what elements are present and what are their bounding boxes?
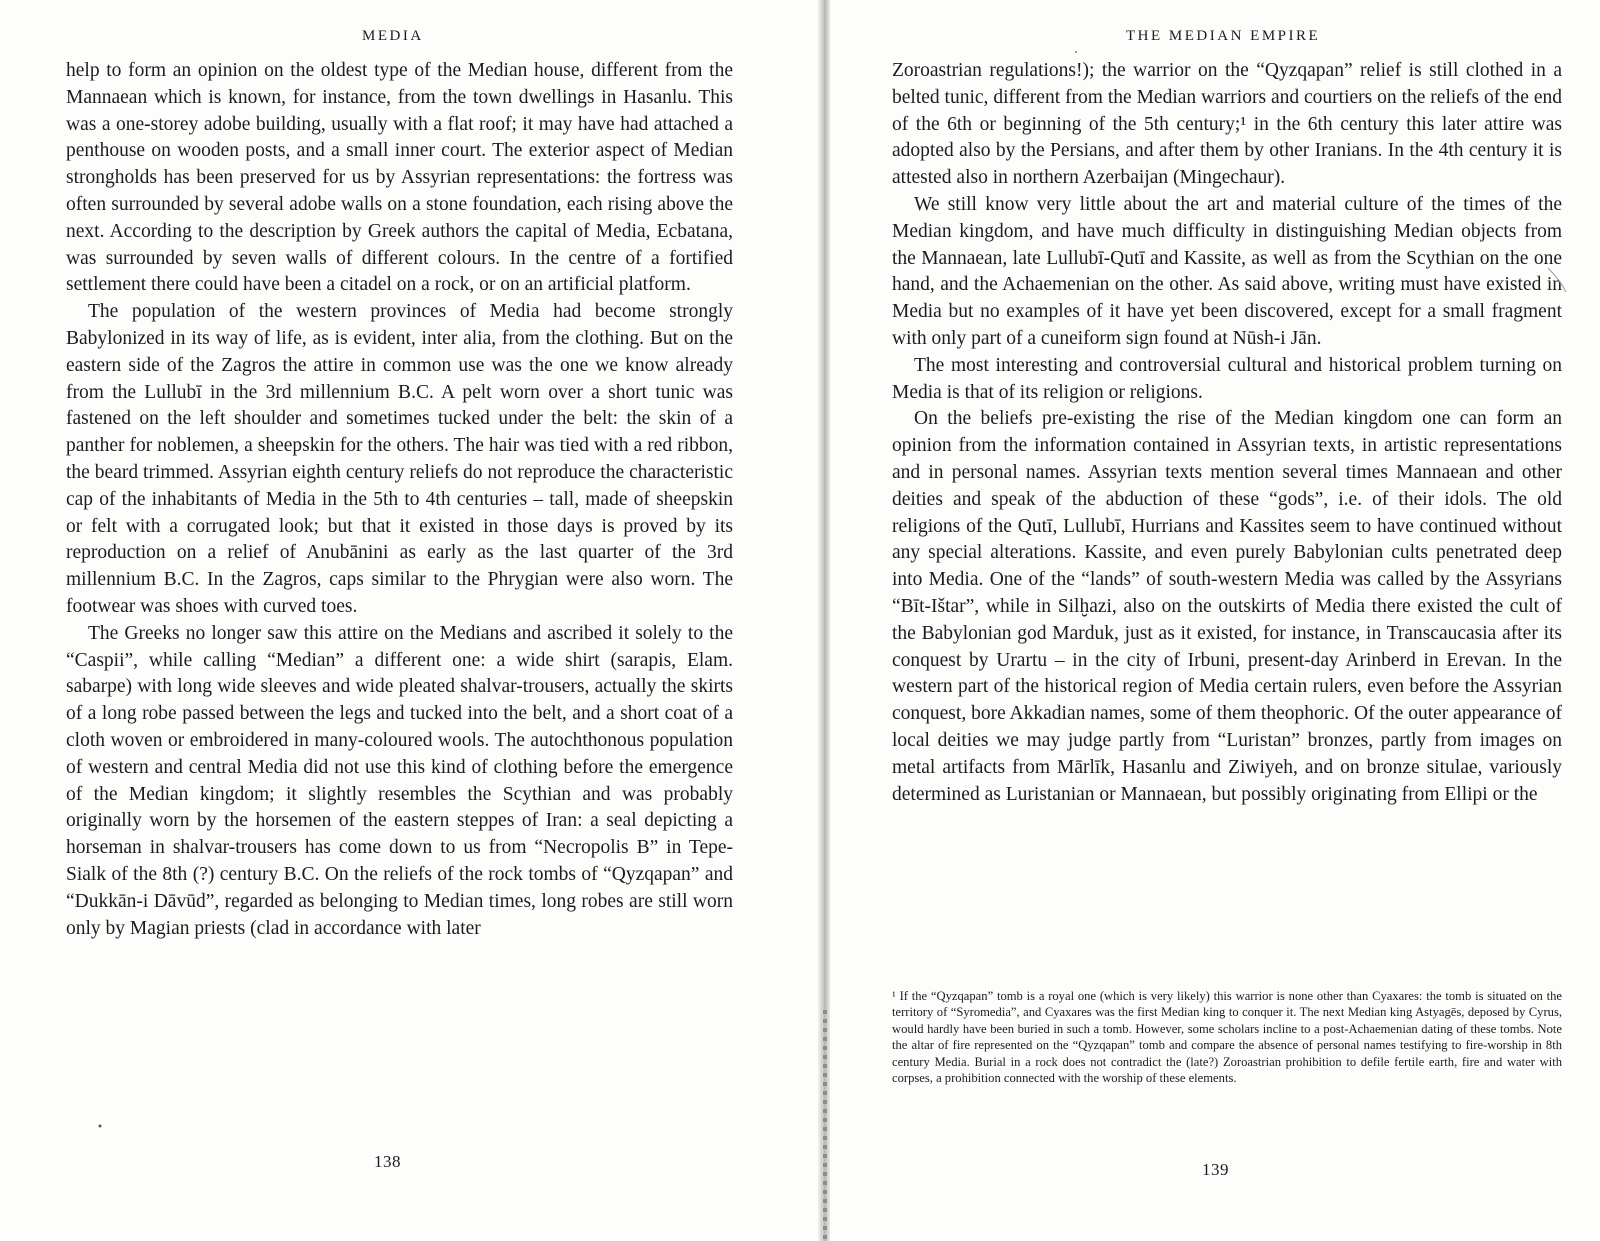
paragraph: help to form an opinion on the oldest type of the Median house, different from the Mannaean which is known, for instance, from the town dwellings in Hasanlu. This was a one-storey adobe building, usually with a flat roof; it may have had attached a penthouse on wooden posts, and a small inner court. The exterior aspect of Median strongholds has been preserved for us by Assyrian representations: the fortress was often surrounded by several adobe walls on a stone foundation, each rising above the next. According to the description by Greek authors the capital of Media, Ecbatana, was surrounded by seven walls of different colours. In the centre of a fortified settlement there could have been a citadel on a rock, or on an artificial platform. [66, 60, 733, 296]
body-text [892, 58, 1562, 808]
paragraph: The population of the western provinces of Media had become strongly Babylonized in its way of life, as is evident, inter alia, from the clothing. But on the eastern side of the Zagros the attire in common use was the one we know already from the Lullubī in the 3rd millennium B.C. A pelt worn over a short tunic was fastened on the left shoulder and sometimes tucked under the belt: the skin of a panther for noblemen, a sheepskin for the others. The hair was tied with a red ribbon, the beard trimmed. Assyrian eighth century reliefs do not reproduce the characteristic cap of the inhabitants of Media in the 5th to 4th centuries – tall, made of sheepskin or felt with a corrugated look; but that it existed in those days is proved by its reproduction on a relief of Anubānini as early as the last quarter of the 3rd millennium B.C. In the Zagros, caps similar to the Phrygian were also worn. The footwear was shoes with curved toes. [66, 301, 733, 617]
page-number: 138 [374, 1152, 401, 1171]
right-page [830, 0, 1600, 1241]
paragraph: We still know very little about the art and material culture of the times of the Median kingdom, and have much difficulty in distinguishing Median objects from the Mannaean, late Lullubī-Qutī and Kassite, as well as from the Scythian on the one hand, and the Achaemenian on the other. As said above, writing must have existed in Media but no examples of it have yet been discovered, except for a small fragment with only part of a cuneiform sign found at Nūsh-i Jān. [892, 193, 1562, 349]
footnote: ¹ If the “Qyzqapan” tomb is a royal one (which is very likely) this warrior is none other than Cyaxares: the tomb is situated on the territory of “Syromedia”, and Cyaxares was the first Median king to conquer it. The next Median king Astyagēs, deposed by Cyrus, would hardly have been buried in such a tomb. However, some scholars incline to a post-Achaemenian dating of these tombs. Note the altar of fire represented on the “Qyzqapan” tomb and compare the absence of personal names testifying to fire-worship in 8th century Media. Burial in a rock does not contradict the (late?) Zoroastrian prohibition to defile fertile earth, fire and water with corpses, a prohibition connected with the worship of these elements. [892, 989, 1562, 1086]
paragraph: The most interesting and controversial cultural and historical problem turning on Media is that of its religion or religions. [892, 354, 1562, 403]
paragraph: The Greeks no longer saw this attire on the Medians and ascribed it solely to the “Caspii”, while calling “Median” a different one: a wide shirt (sarapis, Elam. sabarpe) with long wide sleeves and wide pleated shalvar-trousers, actually the skirts of a long robe passed between the legs and tucked into the belt, and a short coat of a cloth woven or embroidered in many-coloured wools. The autochthonous population of western and central Media did not use this kind of clothing before the emergence of the Median kingdom; it slightly resembles the Scythian and was probably originally worn by the horsemen of the eastern steppes of Iran: a seal depicting a horseman in shalvar-trousers has come down to us from “Necropolis B” in Tepe-Sialk of the 8th (?) century B.C. On the reliefs of the rock tombs of “Qyzqapan” and “Dukkān-i Dāvūd”, regarded as belonging to Median times, long robes are still worn only by Magian priests (clad in accordance with later [66, 622, 733, 939]
paragraph: Zoroastrian regulations!); the warrior on the “Qyzqapan” relief is still clothed in a belted tunic, different from the Median warriors and courtiers on the reliefs of the end of the 6th or beginning of the 5th century;¹ in the 6th century this later attire was adopted also by the Persians, and after them by other Iranians. In the 4th century it is attested also in northern Azerbaijan (Mingechaur). [892, 60, 1562, 189]
binding-stitch [823, 1010, 827, 1241]
paragraph: On the beliefs pre-existing the rise of the Median kingdom one can form an opinion from the information contained in Assyrian texts, in artistic representations and in personal names. Assyrian texts mention several times Mannaean and other deities and speak of the abduction of these “gods”, i.e. of their idols. The old religions of the Qutī, Lullubī, Hurrians and Kassites seem to have continued without any special alterations. Kassite, and even purely Babylonian cults penetrated deep into Media. One of the “lands” of south-western Media was called by the Assyrians “Bīt-Ištar”, while in Silḫazi, also on the outskirts of Media there existed the cult of the Babylonian god Marduk, just as it existed, for instance, in Transcaucasia after its conquest by Urartu – in the city of Irbuni, present-day Arinberd in Erevan. In the western part of the historical region of Media certain rulers, even before the Assyrian conquest, bore Akkadian names, some of them theophoric. Of the outer appearance of local deities we may judge partly from “Luristan” bronzes, partly from images on metal artifacts from Mārlīk, Hasanlu and Ziwiyeh, and on bronze situlae, variously determined as Luristanian or Mannaean, but possibly originating from Ellipi or the [892, 408, 1562, 805]
page-number: 139 [1202, 1160, 1229, 1179]
running-head: THE MEDIAN EMPIRE [1126, 28, 1321, 44]
body-text [66, 58, 733, 942]
running-head: MEDIA [362, 28, 424, 44]
